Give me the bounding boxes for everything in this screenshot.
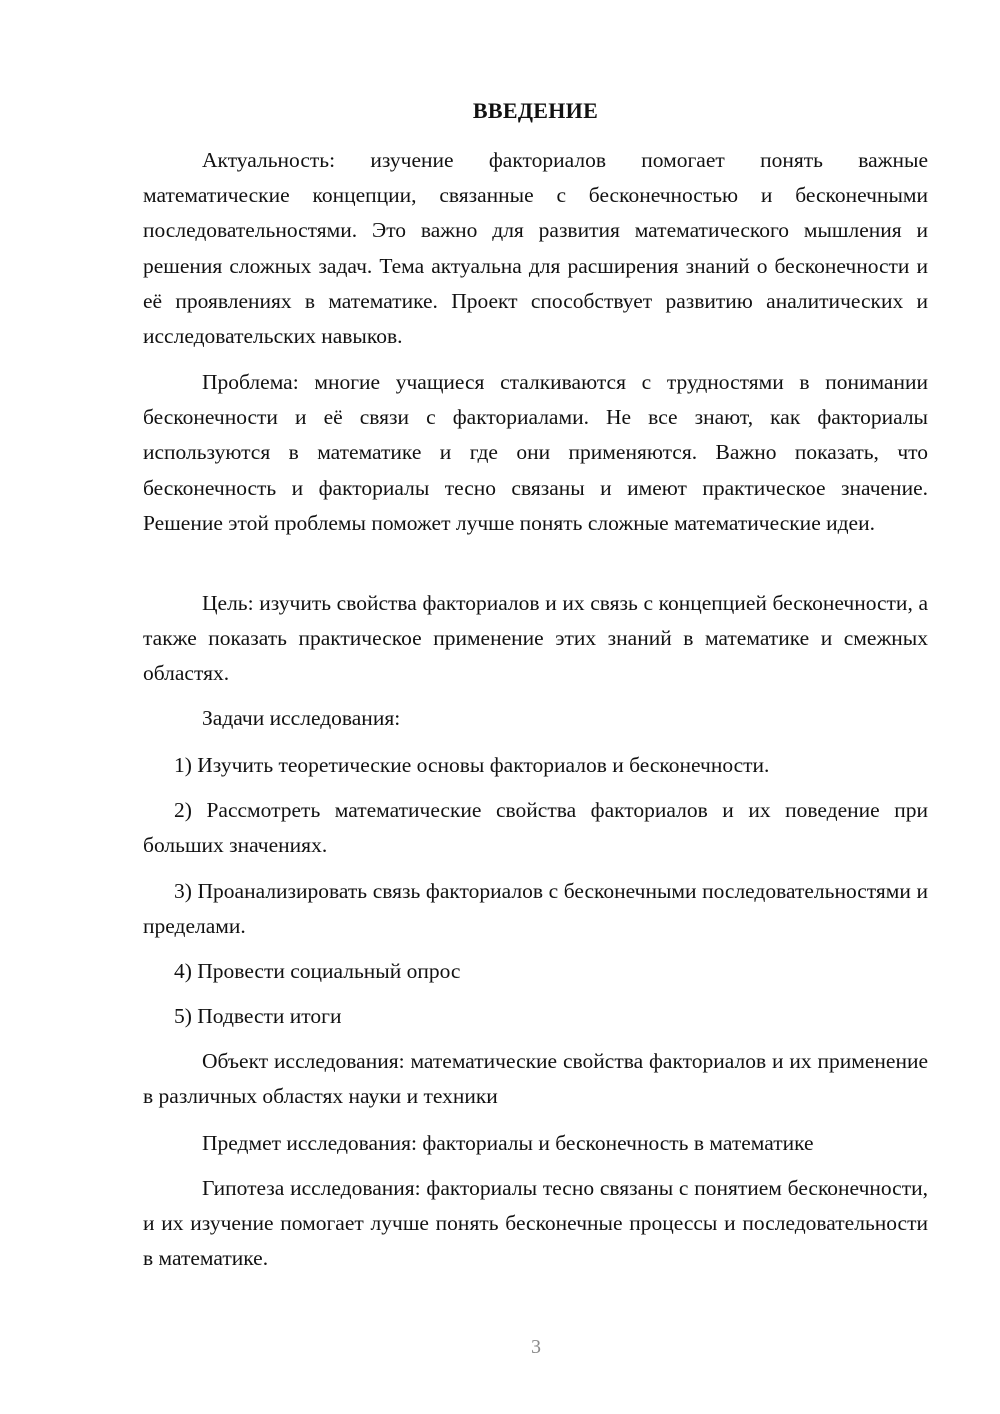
task-item-1: 1) Изучить теоретические основы факториалов и бесконечности. — [174, 753, 770, 777]
tasks-heading: Задачи исследования: — [202, 706, 401, 730]
section-title: ВВЕДЕНИЕ — [472, 98, 599, 123]
task-item-2: 2) Рассмотреть математические свойства факториалов и их поведение при больших значениях. — [143, 798, 928, 858]
task-item-5: 5) Подвести итоги — [174, 1004, 342, 1028]
goal-paragraph: Цель: изучить свойства факториалов и их связь с концепцией бесконечности, а также показать практическое применение этих знаний в математике и смежных областях. — [143, 591, 928, 686]
problem-paragraph: Проблема: многие учащиеся сталкиваются с трудностями в понимании бесконечности и её связи с факториалами. Не все знают, как факториалы используются в математике и где они применяются. Важно показать, что бесконечность и факториалы тесно связаны и имеют практическое значение. Решение этой проблемы поможет лучше понять сложные математические идеи. — [143, 370, 928, 535]
task-item-4: 4) Провести социальный опрос — [174, 959, 461, 983]
task-item-3: 3) Проанализировать связь факториалов с бесконечными последовательностями и пределами. — [143, 879, 928, 939]
page-number: 3 — [531, 1336, 541, 1358]
object-paragraph: Объект исследования: математические свойства факториалов и их применение в различных областях науки и техники — [143, 1049, 928, 1109]
hypothesis-paragraph: Гипотеза исследования: факториалы тесно связаны с понятием бесконечности, и их изучение помогает лучше понять бесконечные процессы и последовательности в математике. — [143, 1176, 928, 1271]
relevance-paragraph: Актуальность: изучение факториалов помогает понять важные математические концепции, связанные с бесконечностью и бесконечными последовательностями. Это важно для развития математического мышления и решения сложных задач. Тема актуальна для расширения знаний о бесконечности и её проявлениях в математике. Проект способствует развитию аналитических и исследовательских навыков. — [143, 148, 928, 349]
subject-paragraph: Предмет исследования: факториалы и бесконечность в математике — [202, 1131, 814, 1155]
